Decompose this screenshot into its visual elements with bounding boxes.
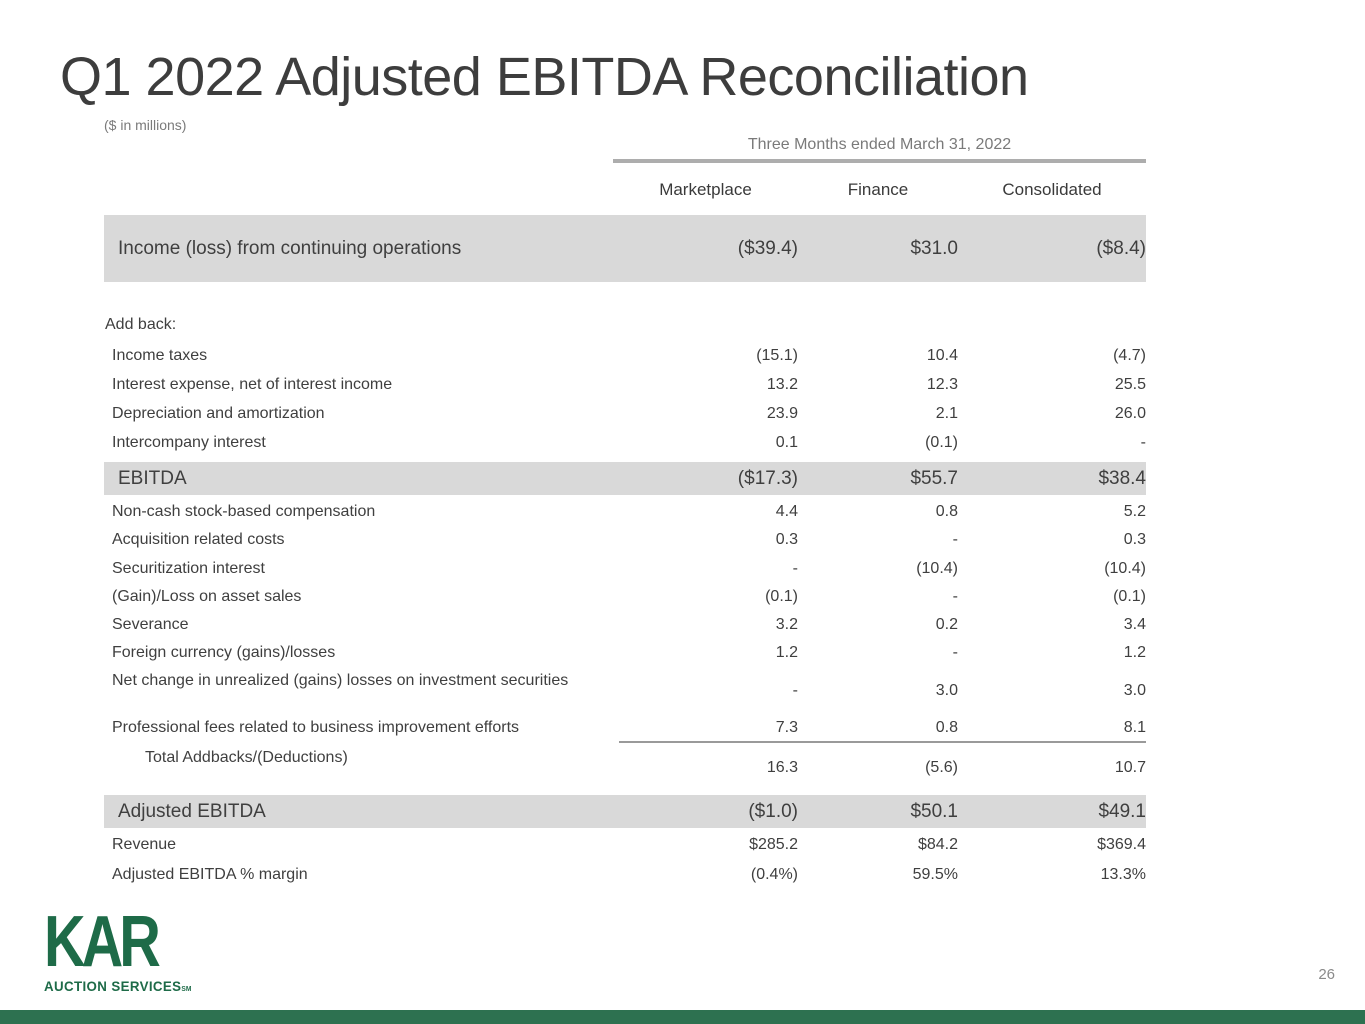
page-title: Q1 2022 Adjusted EBITDA Reconciliation xyxy=(60,47,1029,107)
cell-finance: - xyxy=(952,531,958,548)
cell-consolidated: (0.1) xyxy=(1113,588,1146,605)
cell-finance: 0.8 xyxy=(935,719,958,736)
cell-consolidated: - xyxy=(1140,434,1146,451)
row-label: (Gain)/Loss on asset sales xyxy=(112,588,302,605)
cell-consolidated: 3.0 xyxy=(1123,682,1146,699)
table-row-income-taxes xyxy=(104,342,1146,370)
table-row-depreciation xyxy=(104,400,1146,428)
cell-marketplace: - xyxy=(792,682,798,699)
cell-finance: $84.2 xyxy=(917,836,958,853)
cell-finance: 10.4 xyxy=(926,347,958,364)
row-label: Adjusted EBITDA xyxy=(118,801,266,822)
logo-sm-mark: SM xyxy=(181,986,192,993)
table-row-severance xyxy=(104,611,1146,639)
cell-consolidated: 1.2 xyxy=(1123,644,1146,661)
cell-consolidated: (10.4) xyxy=(1104,560,1146,577)
cell-consolidated: (4.7) xyxy=(1113,347,1146,364)
row-label: Securitization interest xyxy=(112,560,265,577)
row-label: Depreciation and amortization xyxy=(112,405,325,422)
cell-consolidated: 0.3 xyxy=(1123,531,1146,548)
cell-marketplace: 0.1 xyxy=(775,434,798,451)
cell-finance: $31.0 xyxy=(910,238,958,259)
row-label: Interest expense, net of interest income xyxy=(112,376,393,393)
cell-marketplace: (0.4%) xyxy=(750,866,798,883)
row-label: Income (loss) from continuing operations xyxy=(118,238,462,259)
row-label: Non-cash stock-based compensation xyxy=(112,503,376,520)
cell-consolidated: ($8.4) xyxy=(1096,238,1146,259)
cell-finance: 3.0 xyxy=(935,682,958,699)
cell-consolidated: 13.3% xyxy=(1100,866,1146,883)
cell-finance: - xyxy=(952,644,958,661)
cell-finance: 59.5% xyxy=(912,866,958,883)
cell-marketplace: 16.3 xyxy=(766,759,798,776)
cell-finance: 0.8 xyxy=(935,503,958,520)
cell-finance: 2.1 xyxy=(935,405,958,422)
column-header-consolidated: Consolidated xyxy=(1002,180,1102,199)
cell-consolidated: 26.0 xyxy=(1114,405,1146,422)
table-row-professional-fees xyxy=(104,714,1146,742)
cell-marketplace: (15.1) xyxy=(756,347,798,364)
cell-marketplace: $285.2 xyxy=(749,836,798,853)
cell-consolidated: 3.4 xyxy=(1123,616,1146,633)
cell-finance: (5.6) xyxy=(925,759,958,776)
bottom-accent-bar xyxy=(0,1010,1365,1024)
cell-marketplace: 13.2 xyxy=(766,376,798,393)
cell-consolidated: 8.1 xyxy=(1123,719,1146,736)
table-row-intercompany-interest xyxy=(104,429,1146,457)
cell-marketplace: ($1.0) xyxy=(748,801,798,822)
cell-finance: $55.7 xyxy=(910,468,958,489)
header-rule xyxy=(613,159,1146,163)
cell-consolidated: $49.1 xyxy=(1098,801,1146,822)
row-label: Severance xyxy=(112,616,189,633)
cell-marketplace: 7.3 xyxy=(775,719,798,736)
row-label: Foreign currency (gains)/losses xyxy=(112,644,336,661)
table-row-income-operations xyxy=(104,215,1146,282)
kar-logo-wordmark: KAR xyxy=(44,902,157,982)
cell-consolidated: $369.4 xyxy=(1097,836,1146,853)
kar-logo-subtext xyxy=(44,978,234,994)
cell-consolidated: 10.7 xyxy=(1114,759,1146,776)
cell-finance: - xyxy=(952,588,958,605)
row-label: Intercompany interest xyxy=(112,434,266,451)
cell-finance: 12.3 xyxy=(926,376,958,393)
table-row-adjusted-ebitda xyxy=(104,795,1146,828)
cell-marketplace: ($39.4) xyxy=(737,238,798,259)
cell-consolidated: 25.5 xyxy=(1114,376,1146,393)
column-header-finance: Finance xyxy=(847,180,909,199)
cell-finance: $50.1 xyxy=(910,801,958,822)
cell-finance: (10.4) xyxy=(916,560,958,577)
row-label: Revenue xyxy=(112,836,177,853)
row-label: Total Addbacks/(Deductions) xyxy=(145,749,348,766)
row-label: Net change in unrealized (gains) losses on investment securities xyxy=(112,672,569,689)
cell-consolidated: 5.2 xyxy=(1123,503,1146,520)
cell-marketplace: 3.2 xyxy=(775,616,798,633)
table-row-ebitda-margin xyxy=(104,860,1146,889)
row-label: Professional fees related to business improvement efforts xyxy=(112,719,520,736)
table-row-foreign-currency xyxy=(104,639,1146,667)
cell-marketplace: (0.1) xyxy=(765,588,798,605)
cell-marketplace: ($17.3) xyxy=(737,468,798,489)
period-header: Three Months ended March 31, 2022 xyxy=(747,136,1012,153)
row-label: EBITDA xyxy=(118,468,187,489)
units-note: ($ in millions) xyxy=(104,117,187,133)
table-row-stock-compensation xyxy=(104,498,1146,526)
cell-marketplace: 1.2 xyxy=(775,644,798,661)
table-row-total-addbacks xyxy=(104,743,1146,781)
reconciliation-table xyxy=(104,215,1146,891)
table-row-revenue xyxy=(104,831,1146,859)
cell-marketplace: - xyxy=(792,560,798,577)
cell-finance: 0.2 xyxy=(935,616,958,633)
table-row-gain-loss-asset-sales xyxy=(104,583,1146,611)
section-label: Add back: xyxy=(105,316,177,333)
row-label: Adjusted EBITDA % margin xyxy=(112,866,308,883)
cell-marketplace: 0.3 xyxy=(775,531,798,548)
row-label: Acquisition related costs xyxy=(112,531,285,548)
table-row-ebitda xyxy=(104,462,1146,495)
table-section-add-back xyxy=(104,313,1146,337)
cell-consolidated: $38.4 xyxy=(1098,468,1146,489)
table-row-securitization-interest xyxy=(104,554,1146,583)
logo-subtext-label: AUCTION SERVICES xyxy=(44,978,182,994)
kar-logo xyxy=(44,902,244,994)
table-row-interest-expense xyxy=(104,371,1146,399)
column-header-marketplace: Marketplace xyxy=(659,180,752,199)
page-number: 26 xyxy=(1318,966,1335,983)
cell-marketplace: 23.9 xyxy=(766,405,798,422)
table-row-acquisition-costs xyxy=(104,526,1146,554)
cell-finance: (0.1) xyxy=(925,434,958,451)
table-row-net-change-unrealized xyxy=(104,667,1146,714)
cell-marketplace: 4.4 xyxy=(775,503,798,520)
row-label: Income taxes xyxy=(112,347,208,364)
